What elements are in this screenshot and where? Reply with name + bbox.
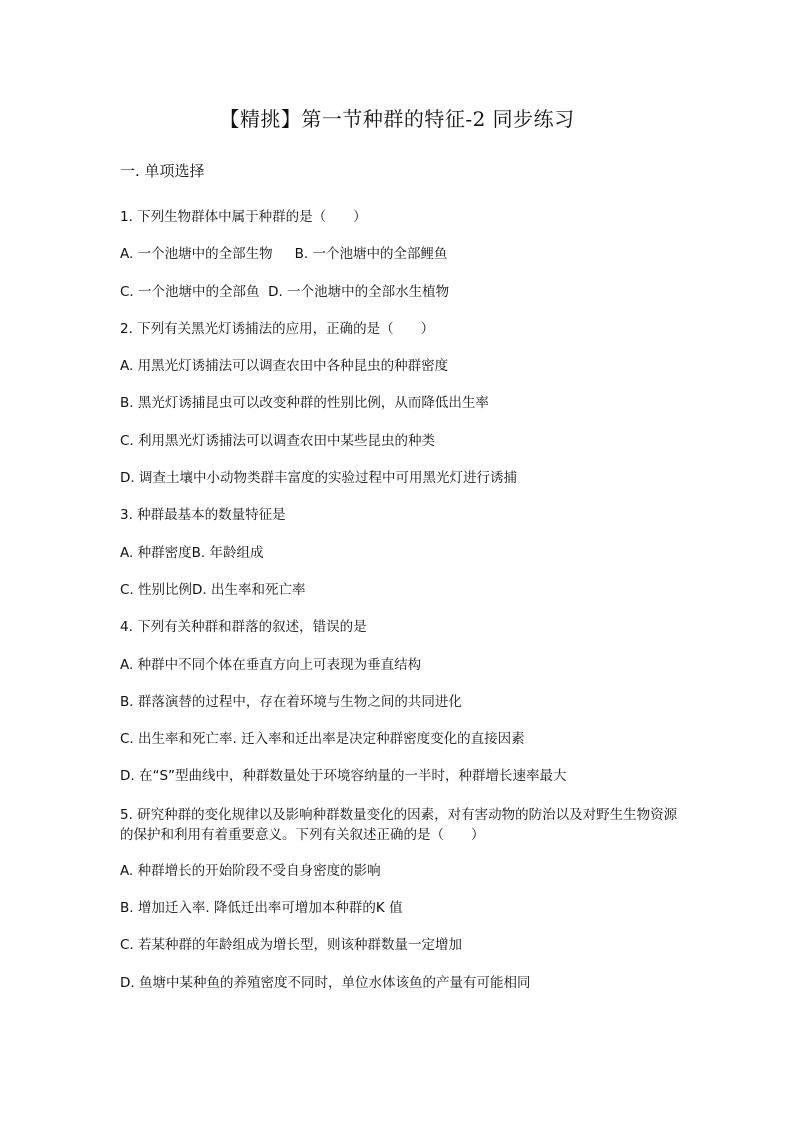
option-a: A. 种群密度	[120, 544, 192, 561]
option-b: B. 一个池塘中的全部鲤鱼	[294, 246, 448, 263]
option-row	[120, 581, 680, 599]
option-d: D. 出生率和死亡率	[192, 581, 306, 598]
section-heading: 一. 单项选择	[120, 162, 205, 180]
option-b: B. 增加迁入率. 降低迁出率可增加本种群的K 值	[120, 900, 403, 917]
option-b: B. 年龄组成	[191, 544, 264, 561]
option-a: A. 种群中不同个体在垂直方向上可表现为垂直结构	[120, 656, 422, 673]
question-stem: 3. 种群最基本的数量特征是	[120, 507, 286, 524]
question-stem: 5. 研究种群的变化规律以及影响种群数量变化的因素，对有害动物的防治以及对野生生物资源的保护和利用有着重要意义。下列有关叙述正确的是（ ）	[120, 806, 678, 843]
option-d: D. 鱼塘中某种鱼的养殖密度不同时，单位水体该鱼的产量有可能相同	[120, 974, 531, 991]
option-c: C. 性别比例	[120, 581, 193, 598]
question-list	[120, 208, 680, 1011]
option-c: C. 利用黑光灯诱捕法可以调查农田中某些昆虫的种类	[120, 432, 436, 449]
option-row	[120, 283, 680, 301]
question-stem: 2. 下列有关黑光灯诱捕法的应用，正确的是（ ）	[120, 320, 435, 337]
option-d: D. 调查土壤中小动物类群丰富度的实验过程中可用黑光灯进行诱捕	[120, 470, 517, 487]
option-b: B. 群落演替的过程中，存在着环境与生物之间的共同进化	[120, 693, 462, 710]
page-title: 【精挑】第一节种群的特征-2 同步练习	[219, 107, 575, 131]
question-stem: 1. 下列生物群体中属于种群的是（ ）	[120, 209, 367, 225]
option-a: A. 用黑光灯诱捕法可以调查农田中各种昆虫的种群密度	[120, 358, 449, 375]
option-d: D. 在“S”型曲线中，种群数量处于环境容纳量的一半时，种群增长速率最大	[120, 768, 567, 785]
option-c: C. 一个池塘中的全部鱼	[120, 283, 260, 300]
option-row	[120, 245, 680, 263]
option-a: A. 种群增长的开始阶段不受自身密度的影响	[120, 862, 381, 879]
option-a: A. 一个池塘中的全部生物	[120, 246, 273, 263]
option-b: B. 黑光灯诱捕昆虫可以改变种群的性别比例，从而降低出生率	[120, 395, 489, 412]
question-stem: 4. 下列有关种群和群落的叙述，错误的是	[120, 619, 367, 636]
option-d: D. 一个池塘中的全部水生植物	[268, 283, 450, 300]
option-c: C. 出生率和死亡率. 迁入率和迁出率是决定种群密度变化的直接因素	[120, 731, 525, 748]
option-row	[120, 544, 680, 562]
option-c: C. 若某种群的年龄组成为增长型，则该种群数量一定增加	[120, 937, 463, 954]
